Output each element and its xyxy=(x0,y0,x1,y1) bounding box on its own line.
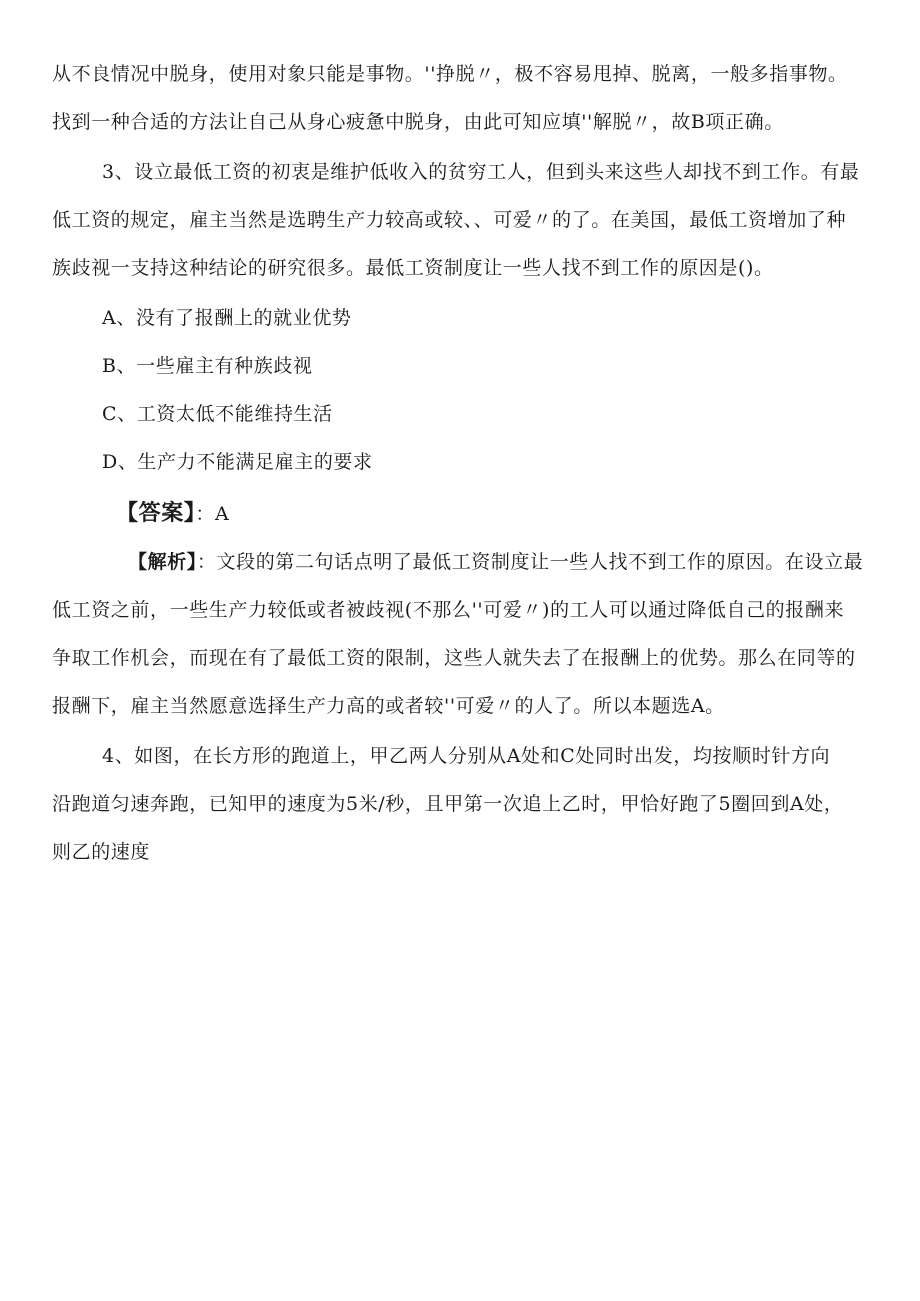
option-d: D、生产力不能满足雇主的要求 xyxy=(102,451,373,473)
option-b: B、一些雇主有种族歧视 xyxy=(102,355,313,377)
answer-value: ：A xyxy=(195,503,230,525)
analysis-label: 【解析】 xyxy=(128,551,197,573)
option-c: C、工资太低不能维持生活 xyxy=(102,403,333,425)
analysis-first-line xyxy=(128,550,880,574)
answer-label: 【答案】 xyxy=(116,501,196,526)
question-4-stem: 沿跑道匀速奔跑，已知甲的速度为5米/秒，且甲第一次追上乙时，甲恰好跑了5圈回到A处， xyxy=(52,793,844,815)
analysis-text: 争取工作机会，而现在有了最低工资的限制，这些人就失去了在报酬上的优势。那么在同等的 xyxy=(52,647,856,669)
analysis-text: 报酬下，雇主当然愿意选择生产力高的或者较''可爱〃的人了。所以本题选A。 xyxy=(52,695,725,717)
option-a: A、没有了报酬上的就业优势 xyxy=(102,307,352,329)
question-3-stem: 族歧视一支持这种结论的研究很多。最低工资制度让一些人找不到工作的原因是()。 xyxy=(52,257,774,279)
analysis-text: ：文段的第二句话点明了最低工资制度让一些人找不到工作的原因。在设立最 xyxy=(196,551,864,573)
question-4-stem: 则乙的速度 xyxy=(52,841,151,863)
paragraph-line: 找到一种合适的方法让自己从身心疲惫中脱身，由此可知应填''解脱〃，故B项正确。 xyxy=(52,111,784,133)
question-4-stem: 4、如图，在长方形的跑道上，甲乙两人分别从A处和C处同时出发，均按顺时针方向 xyxy=(102,745,831,767)
paragraph-line: 从不良情况中脱身，使用对象只能是事物。''挣脱〃，极不容易甩掉、脱离，一般多指事物。 xyxy=(52,63,848,85)
analysis-text: 低工资之前，一些生产力较低或者被歧视(不那么''可爱〃)的工人可以通过降低自己的报酬来 xyxy=(52,599,845,621)
answer-row xyxy=(116,502,880,526)
question-3-stem: 3、设立最低工资的初衷是维护低收入的贫穷工人，但到头来这些人却找不到工作。有最 xyxy=(102,161,860,183)
question-3-stem: 低工资的规定，雇主当然是选聘生产力较高或较、、可爱〃的了。在美国，最低工资增加了种 xyxy=(52,209,847,231)
